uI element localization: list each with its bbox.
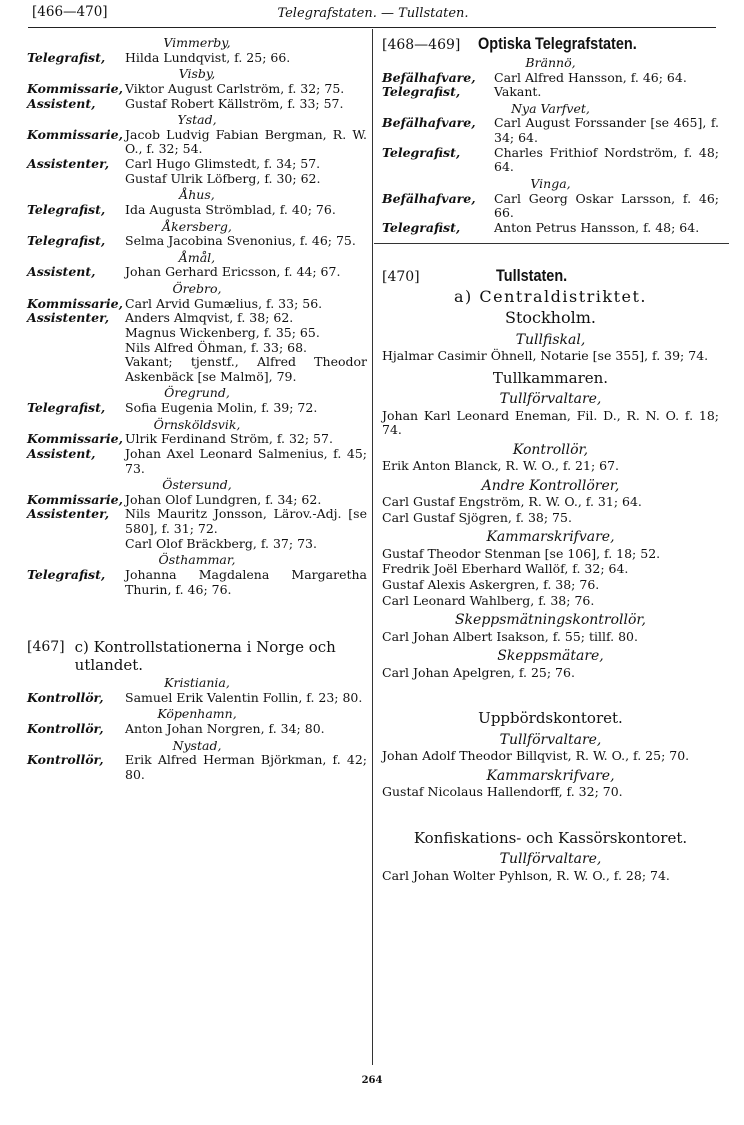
- konfiskation-list: [382, 851, 719, 883]
- staff-name: Nils Alfred Öhman, f. 33; 68.: [125, 339, 308, 355]
- staff-entry: [27, 753, 367, 782]
- staff-title: Telegrafist,: [27, 400, 106, 415]
- role-title: Kontrollör,: [512, 441, 589, 458]
- staff-entry: [27, 493, 367, 508]
- staff-title: Assistenter,: [27, 156, 110, 171]
- staff-title: Kommissarie,: [27, 80, 123, 96]
- staff-entry: [27, 51, 367, 66]
- staff-title: Assistent,: [27, 264, 96, 280]
- staff-entry: [382, 221, 719, 236]
- staff-name: Anton Petrus Hansson, f. 48; 64.: [494, 219, 700, 235]
- staff-entry: [27, 311, 367, 326]
- staff-entry: [27, 568, 367, 597]
- station-name: Kristiania,: [164, 675, 230, 691]
- staff-entry: [27, 537, 367, 552]
- staff-name: Viktor August Carlström, f. 32; 75.: [125, 80, 345, 96]
- staff-name: Ulrik Ferdinand Ström, f. 32; 57.: [125, 431, 333, 447]
- staff-entry: [27, 203, 367, 218]
- role-title: Tullförvaltare,: [499, 731, 602, 748]
- station-name: Örnsköldsvik,: [153, 416, 241, 432]
- role-title: Tullförvaltare,: [499, 851, 602, 868]
- staff-entry: [27, 157, 367, 172]
- staff-entry: [27, 355, 367, 384]
- staff-title: Kommissarie,: [27, 431, 123, 447]
- station-name: Östersund,: [162, 477, 232, 493]
- staff-title: Telegrafist,: [382, 84, 461, 100]
- staff-entry: [27, 128, 367, 157]
- staff-name: Vakant.: [494, 84, 542, 100]
- station-name: Visby,: [178, 66, 216, 82]
- city-title: Stockholm.: [505, 307, 596, 327]
- staff-title: Assistenter,: [27, 310, 110, 326]
- staff-name: Johan Axel Leonard Salmenius, f. 45; 73.: [125, 445, 367, 476]
- station-name: Öregrund,: [164, 385, 230, 401]
- station-name: Ystad,: [177, 112, 217, 128]
- left-section-heading: [27, 639, 367, 674]
- staff-title: Kontrollör,: [27, 721, 104, 737]
- staff-name: Nils Mauritz Jonsson, Lärov.-Adj. [se 580], f. 31; 72.: [125, 506, 367, 536]
- station-name: Örebro,: [172, 281, 222, 296]
- staff-entry: [27, 691, 367, 706]
- staff-name: Carl Hugo Glimstedt, f. 34; 57.: [125, 156, 321, 171]
- uppbord-list: [382, 732, 719, 800]
- person-entry: Gustaf Theodor Stenman [se 106], f. 18; 52.: [382, 545, 661, 561]
- staff-entry: [27, 507, 367, 536]
- optical-heading: [382, 34, 719, 54]
- staff-name: Gustaf Ulrik Löfberg, f. 30; 62.: [125, 170, 321, 186]
- staff-name: Magnus Wickenberg, f. 35; 65.: [125, 324, 320, 340]
- optical-station-list: [382, 56, 719, 236]
- district-title: a) Centraldistriktet.: [454, 287, 647, 307]
- page-number: 264: [361, 1075, 383, 1087]
- staff-name: Charles Frithiof Nordström, f. 48; 64.: [494, 144, 719, 175]
- staff-title: Kontrollör,: [27, 689, 104, 705]
- person-entry: Fredrik Joël Eberhard Wallöf, f. 32; 64.: [382, 561, 629, 577]
- staff-name: Johanna Magdalena Margaretha Thurin, f. 46; 76.: [125, 566, 367, 597]
- office-title: Konfiskations- och Kassörskontoret.: [413, 828, 688, 847]
- person-entry: Carl Gustaf Sjögren, f. 38; 75.: [382, 509, 572, 525]
- section-rule: [374, 243, 729, 244]
- staff-title: Befälhafvare,: [382, 190, 476, 206]
- kammaren-list: [382, 391, 719, 680]
- staff-name: Gustaf Robert Källström, f. 33; 57.: [125, 95, 344, 111]
- staff-entry: [27, 265, 367, 280]
- role-title: Kammarskrifvare,: [486, 529, 615, 546]
- staff-title: Kontrollör,: [27, 752, 104, 768]
- staff-name: Jacob Ludvig Fabian Bergman, R. W. O., f. 32; 54.: [125, 126, 367, 157]
- staff-entry: [27, 432, 367, 447]
- staff-title: Telegrafist,: [27, 233, 106, 249]
- staff-name: Carl Olof Bräckberg, f. 37; 73.: [125, 535, 317, 551]
- role-title: Skeppsmätare,: [497, 648, 604, 665]
- staff-name: Carl August Forssander [se 465], f. 34; 64.: [494, 115, 719, 145]
- left-column: [27, 34, 367, 783]
- staff-name: Johan Olof Lundgren, f. 34; 62.: [125, 491, 322, 507]
- station-name: Åhus,: [179, 187, 215, 203]
- staff-name: Ida Augusta Strömblad, f. 40; 76.: [125, 201, 336, 217]
- station-name: Vimmerby,: [163, 35, 231, 50]
- staff-entry: [382, 146, 719, 175]
- office-title: Tullkammaren.: [492, 368, 609, 387]
- staff-title: Kommissarie,: [27, 126, 123, 142]
- staff-name: Carl Alfred Hansson, f. 46; 64.: [494, 69, 687, 85]
- staff-entry: [382, 116, 719, 145]
- role-title: Tullfiskal,: [515, 331, 586, 348]
- section-number: [470]: [382, 269, 420, 286]
- header-rule: [28, 27, 716, 28]
- station-name: Åkersberg,: [162, 218, 232, 234]
- person-entry: Carl Gustaf Engström, R. W. O., f. 31; 64.: [382, 494, 642, 510]
- left-station-list: [27, 36, 367, 597]
- staff-name: Erik Alfred Herman Björkman, f. 42; 80.: [125, 752, 367, 782]
- person-entry: Johan Adolf Theodor Billqvist, R. W. O., f. 25; 70.: [382, 748, 690, 764]
- staff-entry: [27, 297, 367, 312]
- station-name: Vinga,: [530, 175, 571, 191]
- station-name: Nystad,: [172, 737, 222, 753]
- person-entry: Gustaf Nicolaus Hallendorff, f. 32; 70.: [382, 784, 623, 800]
- staff-entry: [27, 341, 367, 356]
- staff-name: Anders Almqvist, f. 38; 62.: [125, 310, 294, 326]
- staff-name: Samuel Erik Valentin Follin, f. 23; 80.: [125, 689, 363, 705]
- role-title: Tullförvaltare,: [499, 391, 602, 408]
- office-title: Uppbördskontoret.: [478, 709, 623, 728]
- staff-name: Carl Georg Oskar Larsson, f. 46; 66.: [494, 190, 719, 221]
- person-entry: Erik Anton Blanck, R. W. O., f. 21; 67.: [382, 458, 620, 474]
- staff-title: Befälhafvare,: [382, 69, 476, 85]
- staff-name: Carl Arvid Gumælius, f. 33; 56.: [125, 295, 323, 311]
- section-title: c) Kontrollstationerna i Norge och utlandet.: [74, 638, 336, 674]
- person-entry: Carl Leonard Wahlberg, f. 38; 76.: [382, 592, 595, 608]
- station-name: Köpenhamn,: [157, 706, 237, 722]
- foreign-station-list: [27, 676, 367, 782]
- staff-entry: [27, 722, 367, 737]
- person-entry: Gustaf Alexis Askergren, f. 38; 76.: [382, 577, 600, 593]
- station-name: Nya Varfvet,: [511, 100, 590, 116]
- role-title: Kammarskrifvare,: [486, 767, 615, 784]
- page-header: [32, 5, 714, 25]
- page-range: [466—470]: [32, 4, 108, 20]
- tull-heading: [382, 266, 719, 286]
- staff-title: Assistenter,: [27, 506, 110, 522]
- staff-name: Sofia Eugenia Molin, f. 39; 72.: [125, 400, 318, 415]
- staff-title: Kommissarie,: [27, 295, 123, 311]
- staff-name: Hilda Lundqvist, f. 25; 66.: [125, 49, 291, 65]
- person-entry: Carl Johan Albert Isakson, f. 55; tillf. 80.: [382, 628, 638, 644]
- staff-title: Telegrafist,: [27, 201, 106, 217]
- staff-title: Assistent,: [27, 445, 96, 461]
- staff-name: Anton Johan Norgren, f. 34; 80.: [125, 721, 325, 737]
- station-name: Östhammar,: [158, 552, 236, 568]
- staff-name: Vakant; tjenstf., Alfred Theodor Askenbäck [se Malmö], 79.: [125, 354, 367, 384]
- staff-entry: [382, 192, 719, 221]
- staff-title: Befälhafvare,: [382, 115, 476, 131]
- staff-entry: [27, 82, 367, 97]
- station-name: Brännö,: [525, 54, 576, 70]
- staff-entry: [27, 234, 367, 249]
- role-title: Andre Kontrollörer,: [481, 477, 620, 494]
- role-title: Skeppsmätningskontrollör,: [454, 612, 647, 629]
- staff-title: Assistent,: [27, 95, 96, 111]
- section-number: [467]: [27, 639, 65, 656]
- person-entry: Hjalmar Casimir Öhnell, Notarie [se 355], f. 39; 74.: [382, 348, 709, 364]
- staff-title: Telegrafist,: [27, 566, 106, 582]
- column-divider: [372, 29, 373, 1065]
- right-column: [382, 34, 719, 883]
- station-name: Åmål,: [178, 249, 216, 265]
- staff-title: Telegrafist,: [382, 144, 461, 160]
- staff-name: Johan Gerhard Ericsson, f. 44; 67.: [125, 264, 341, 280]
- section-number: [468—469]: [382, 37, 461, 53]
- section-title: Optiska Telegrafstaten.: [478, 34, 638, 53]
- person-entry: Carl Johan Apelgren, f. 25; 76.: [382, 664, 575, 680]
- section-title: Tullstaten.: [495, 266, 567, 286]
- staff-name: Selma Jacobina Svenonius, f. 46; 75.: [125, 233, 356, 249]
- staff-entry: [27, 97, 367, 112]
- person-entry: Johan Karl Leonard Eneman, Fil. D., R. N. O. f. 18; 74.: [382, 407, 719, 438]
- person-entry: Carl Johan Wolter Pyhlson, R. W. O., f. 28; 74.: [382, 867, 670, 883]
- staff-entry: [382, 85, 719, 100]
- staff-entry: [27, 326, 367, 341]
- staff-entry: [27, 447, 367, 476]
- staff-title: Telegrafist,: [382, 219, 461, 235]
- staff-entry: [382, 71, 719, 86]
- staff-entry: [27, 172, 367, 187]
- staff-title: Kommissarie,: [27, 491, 123, 507]
- running-title: Telegrafstaten. — Tullstaten.: [277, 6, 469, 21]
- staff-title: Telegrafist,: [27, 49, 106, 65]
- staff-entry: [27, 401, 367, 416]
